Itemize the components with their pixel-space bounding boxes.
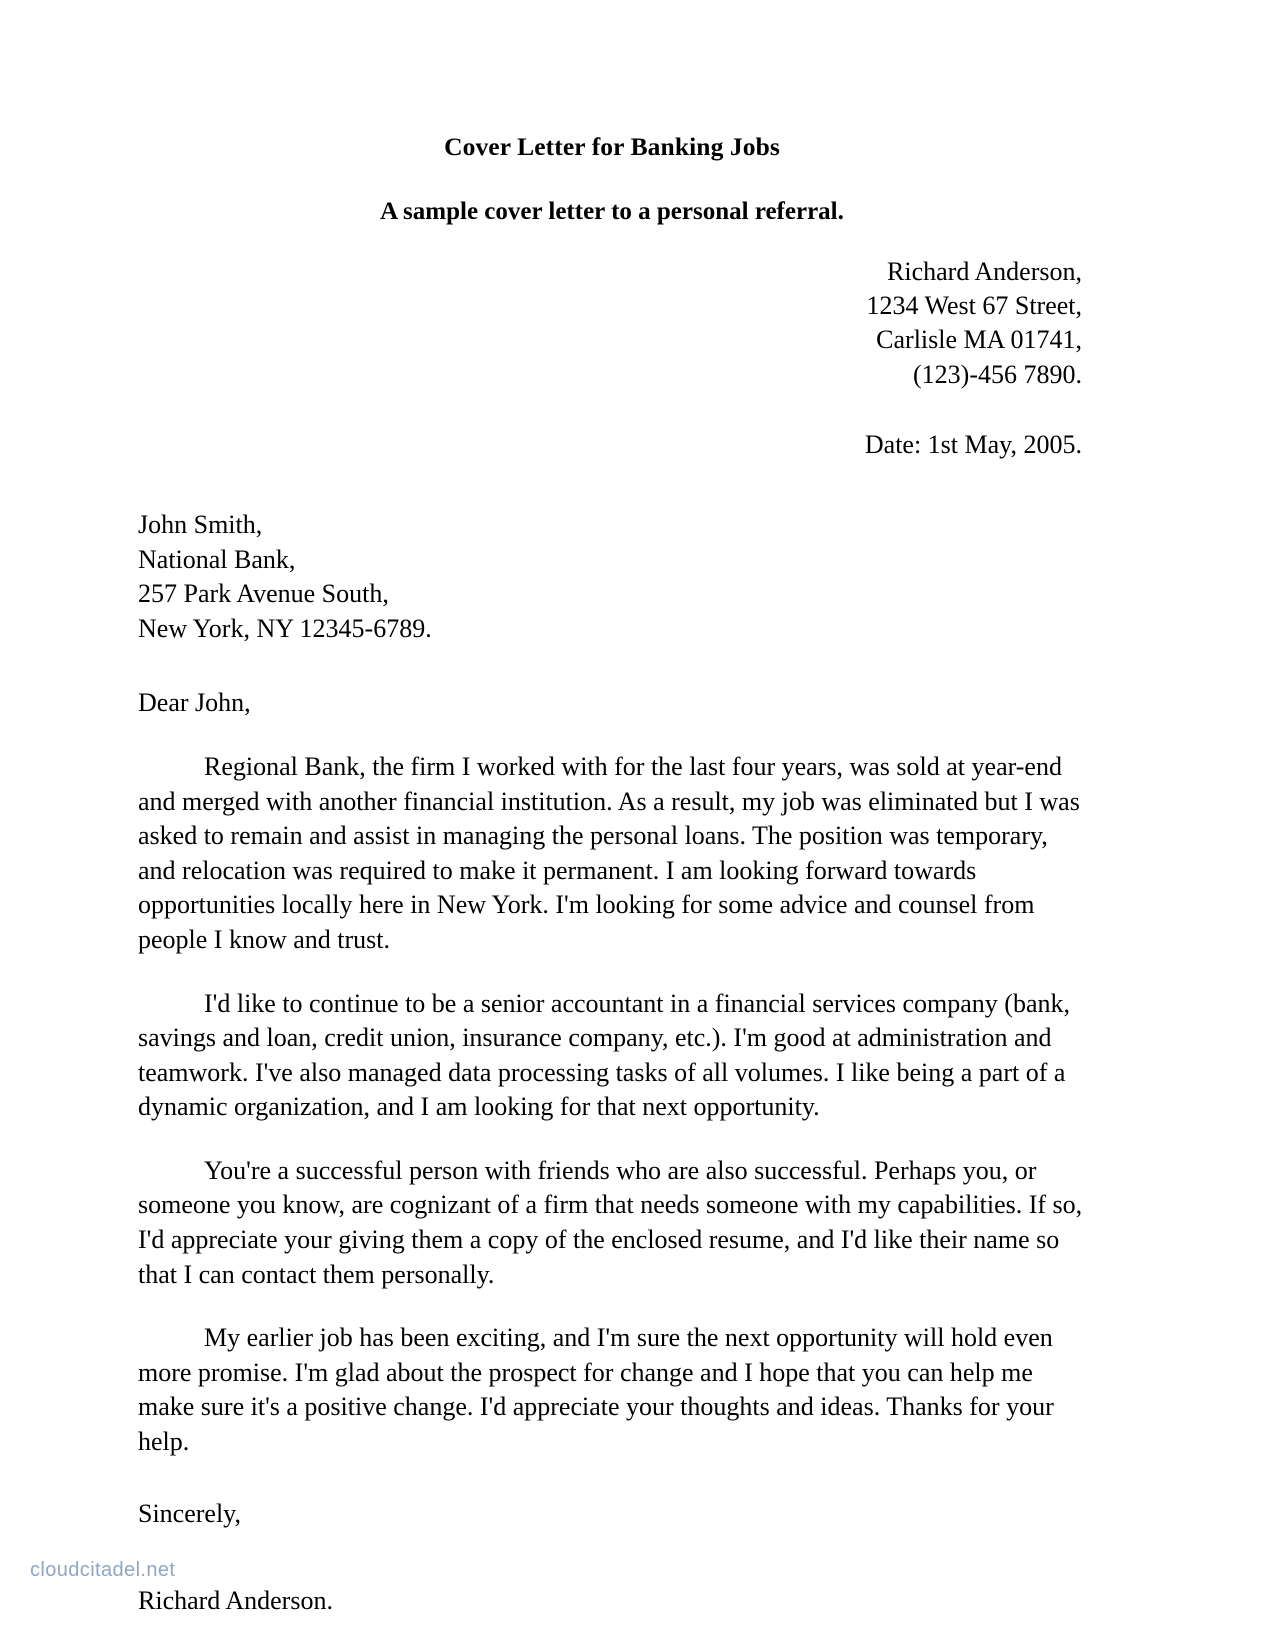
body-paragraph: My earlier job has been exciting, and I'm sure the next opportunity will hold even more promise. I'm glad about the prospect for change and I hope that you can help me make sure it's a positive change. I'd appreciate your thoughts and ideas. Thanks for your help. bbox=[138, 1323, 1054, 1456]
site-watermark: cloudcitadel.net bbox=[30, 1559, 176, 1581]
sender-name: Richard Anderson, bbox=[887, 256, 1082, 286]
signature-name: Richard Anderson. bbox=[138, 1586, 333, 1616]
recipient-address-block bbox=[138, 508, 1086, 646]
closing-line: Sincerely, bbox=[138, 1499, 241, 1529]
sender-address-block bbox=[138, 255, 1086, 392]
body-paragraph: I'd like to continue to be a senior accountant in a financial services company (bank, savings and loan, credit union, insurance company, etc.). I'm good at administration and teamwork. I've also managed data processing tasks of all volumes. I like being a part of a dynamic organization, and I am looking for that next opportunity. bbox=[138, 988, 1070, 1122]
letter-date: Date: 1st May, 2005. bbox=[864, 429, 1082, 459]
recipient-city-state-zip: New York, NY 12345-6789. bbox=[138, 613, 432, 643]
sender-phone: (123)-456 7890. bbox=[913, 359, 1082, 389]
recipient-name: John Smith, bbox=[138, 510, 263, 540]
body-paragraph: Regional Bank, the firm I worked with for the last four years, was sold at year-end and merged with another financial institution. As a result, my job was eliminated but I was asked to remain and assist in managing the personal loans. The position was temporary, and relocation was required to make it permanent. I am looking forward towards opportunities locally here in New York. I'm looking for some advice and counsel from people I know and trust. bbox=[138, 752, 1080, 954]
sender-city-state-zip: Carlisle MA 01741, bbox=[876, 325, 1082, 355]
salutation: Dear John, bbox=[138, 688, 251, 718]
body-paragraph: You're a successful person with friends who are also successful. Perhaps you, or someone you know, are cognizant of a firm that needs someone with my capabilities. If so, I'd appreciate your giving them a copy of the enclosed resume, and I'd like their name so that I can contact them personally. bbox=[138, 1155, 1083, 1289]
page-title: Cover Letter for Banking Jobs bbox=[444, 132, 780, 161]
cover-letter-body bbox=[138, 132, 1086, 1619]
recipient-street: 257 Park Avenue South, bbox=[138, 579, 389, 609]
sender-street: 1234 West 67 Street, bbox=[866, 290, 1082, 320]
page-subtitle: A sample cover letter to a personal referral. bbox=[380, 197, 844, 225]
recipient-organization: National Bank, bbox=[138, 544, 296, 574]
